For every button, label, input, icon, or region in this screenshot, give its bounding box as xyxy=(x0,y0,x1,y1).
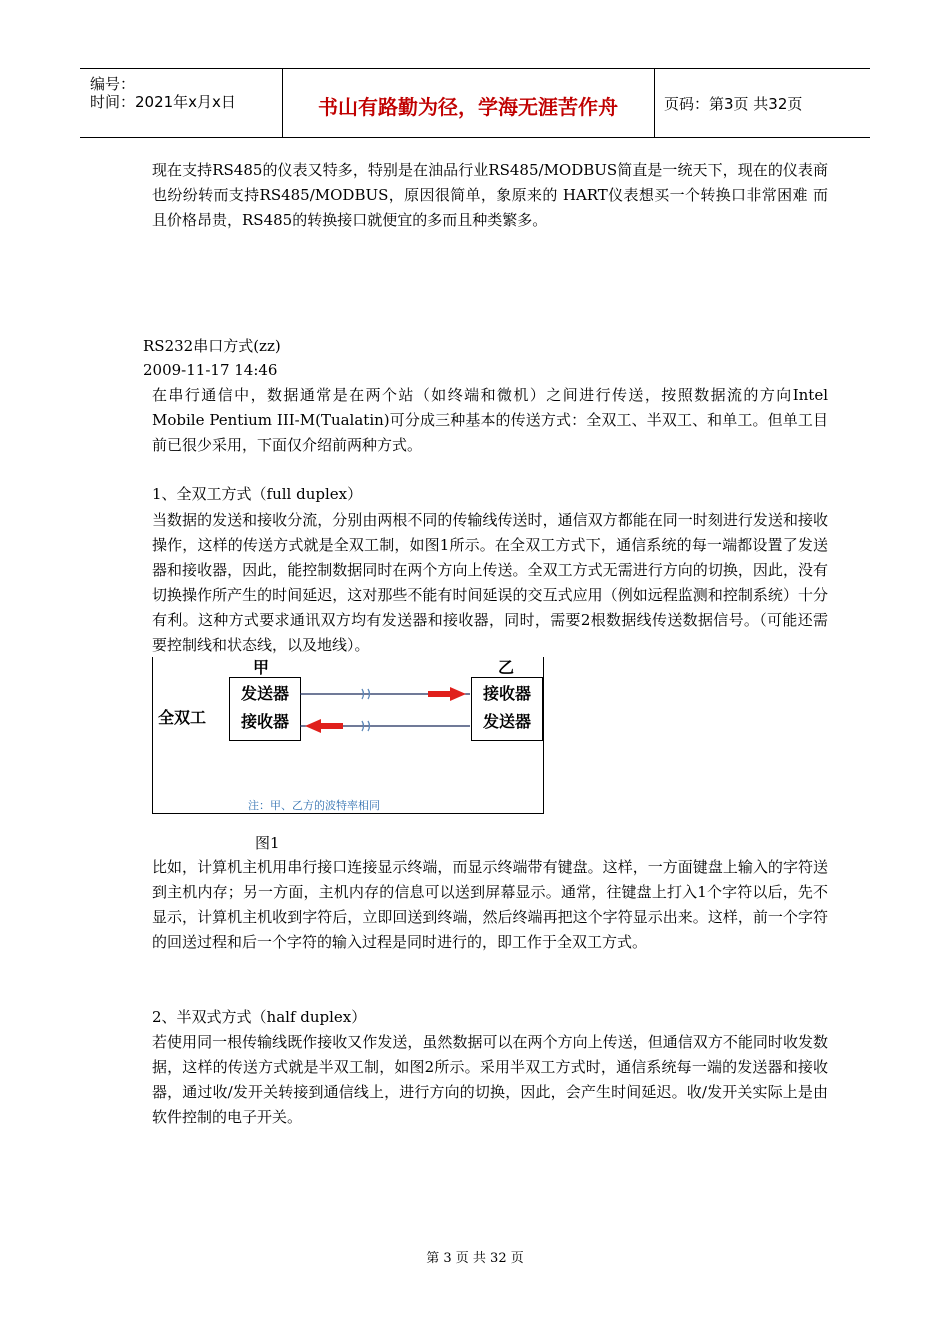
section-2-body: 若使用同一根传输线既作接收又作发送，虽然数据可以在两个方向上传送，但通信双方不能同时收发数据，这样的传送方式就是半双工制，如图2所示。采用半双工方式时，通信系统每一端的发送器和接收器，通过收/发开关转接到通信线上，进行方向的切换，因此，会产生时间延迟。收/发开关实际上是由软件控制的电子开关。 xyxy=(152,1033,828,1126)
article-date: 2009-11-17 14:46 xyxy=(143,361,278,379)
header-motto-cell xyxy=(282,69,655,137)
arrow-right-icon xyxy=(428,687,466,701)
full-duplex-label: 全双工 xyxy=(158,708,207,727)
section-1-title: 1、全双工方式（full duplex） xyxy=(152,485,363,503)
header-motto: 书山有路勤为径，学海无涯苦作舟 xyxy=(318,95,618,119)
figure-note: 注：甲、乙方的波特率相同 xyxy=(248,799,380,812)
full-duplex-figure xyxy=(152,657,544,814)
section-2-title: 2、半双式方式（half duplex） xyxy=(152,1008,367,1026)
page-header xyxy=(80,68,870,138)
figure-caption: 图1 xyxy=(255,834,280,852)
example-paragraph: 比如，计算机主机用串行接口连接显示终端，而显示终端带有键盘。这样，一方面键盘上输入的字符送到主机内存；另一方面，主机内存的信息可以送到屏幕显示。通常，往键盘上打入1个字符以后，先不显示，计算机主机收到字符后，立即回送到终端，然后终端再把这个字符显示出来。这样，前一个字符的回送过程和后一个字符的输入过程是同时进行的，即工作于全双工方式。 xyxy=(152,858,828,951)
transmission-lines xyxy=(153,657,543,813)
arrow-left-icon xyxy=(305,719,343,733)
station-a-transmitter: 发送器 xyxy=(240,684,289,703)
station-b-receiver: 接收器 xyxy=(482,684,531,703)
article-paragraph-1: 在串行通信中，数据通常是在两个站（如终端和微机）之间进行传送，按照数据流的方向Intel Mobile Pentium III-M(Tualatin)可分成三种基本的传送方式：全双工、半双工、和单工。但单工目前已很少采用，下面仅介绍前两种方式。 xyxy=(152,386,828,454)
document-number-label: 编号： xyxy=(90,75,136,93)
header-page-number: 页码：第3页 共32页 xyxy=(664,95,803,113)
station-b-transmitter: 发送器 xyxy=(482,712,531,731)
header-page-cell xyxy=(654,69,870,137)
document-time-label: 时间：2021年x月x日 xyxy=(90,93,236,111)
station-a-receiver: 接收器 xyxy=(240,712,289,731)
section-1-body: 当数据的发送和接收分流，分别由两根不同的传输线传送时，通信双方都能在同一时刻进行发送和接收操作，这样的传送方式就是全双工制，如图1所示。在全双工方式下，通信系统的每一端都设置了发送器和接收器，因此，能控制数据同时在两个方向上传送。全双工方式无需进行方向的切换，因此，没有切换操作所产生的时间延迟，这对那些不能有时间延误的交互式应用（例如远程监测和控制系统）十分有利。这种方式要求通讯双方均有发送器和接收器，同时，需要2根数据线传送数据信号。（可能还需要控制线和状态线，以及地线）。 xyxy=(152,511,828,654)
station-a-label: 甲 xyxy=(253,658,270,677)
header-info-cell xyxy=(80,69,283,137)
article-title: RS232串口方式(zz) xyxy=(143,337,281,355)
intro-paragraph: 现在支持RS485的仪表又特多，特别是在油品行业RS485/MODBUS简直是一统天下，现在的仪表商也纷纷转而支持RS485/MODBUS，原因很简单，象原来的 HART仪表想买一个转换口非常困难 而且价格昂贵，RS485的转换接口就便宜的多而且种类繁多。 xyxy=(152,161,828,229)
station-b-label: 乙 xyxy=(498,658,515,677)
page-footer: 第 3 页 共 32 页 xyxy=(426,1251,524,1266)
